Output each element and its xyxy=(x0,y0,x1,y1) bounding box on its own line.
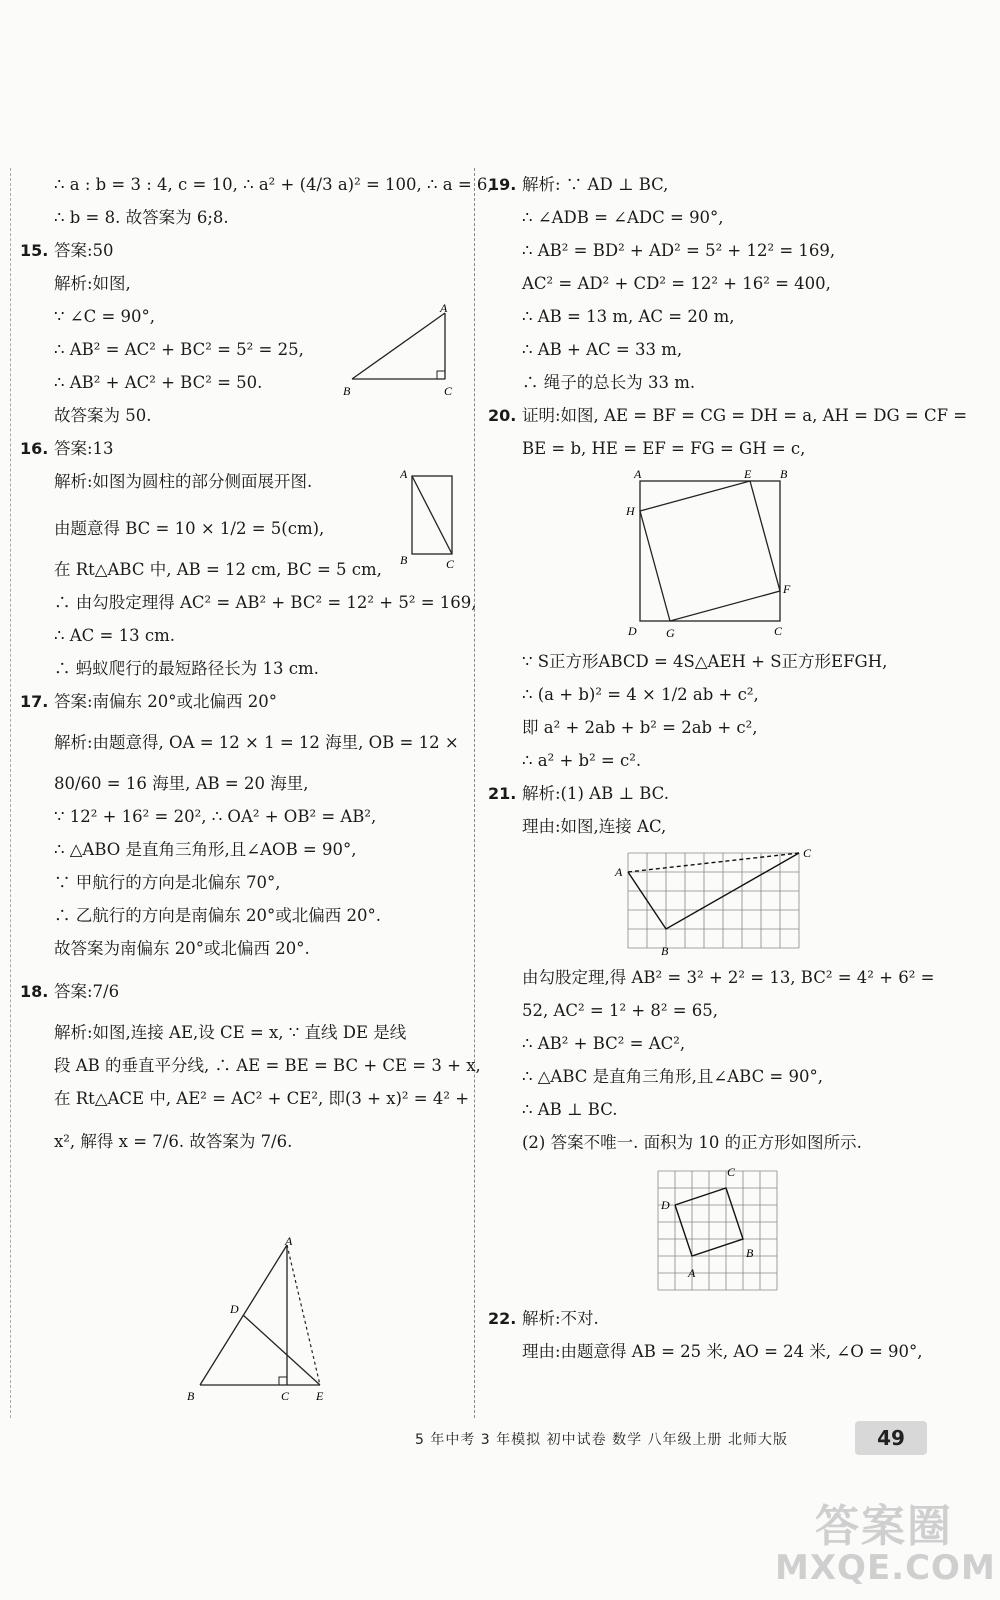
solution-line xyxy=(20,168,493,201)
solution-line xyxy=(488,333,978,366)
solution-line xyxy=(20,619,465,652)
solution-line xyxy=(20,932,465,965)
line-text: ∴ AB = 13 m, AC = 20 m, xyxy=(522,307,735,326)
solution-line xyxy=(488,267,978,300)
svg-text:C: C xyxy=(444,384,453,398)
solution-line xyxy=(488,432,978,465)
line-text: (2) 答案不唯一. 面积为 10 的正方形如图所示. xyxy=(522,1133,862,1152)
solution-line xyxy=(20,899,465,932)
book-title: 5 年中考 3 年模拟 初中试卷 数学 八年级上册 北师大版 xyxy=(415,1432,788,1448)
svg-text:C: C xyxy=(774,624,783,638)
line-text: 证明:如图, AE = BF = CG = DH = a, AH = DG = CF = xyxy=(522,406,968,425)
line-text: ∵ 甲航行的方向是北偏东 70°, xyxy=(54,873,281,892)
solution-line xyxy=(488,1027,978,1060)
problem-number: 18. xyxy=(20,982,49,1001)
solution-line xyxy=(20,465,465,498)
solution-line xyxy=(488,1335,978,1368)
svg-text:D: D xyxy=(661,1198,670,1212)
svg-text:B: B xyxy=(780,469,788,481)
column-divider xyxy=(474,168,475,1418)
page-footer xyxy=(0,1415,1000,1475)
line-text: ∴ 乙航行的方向是南偏东 20°或北偏西 20°. xyxy=(54,906,381,925)
line-text: ∴ 由勾股定理得 AC² = AB² + BC² = 12² + 5² = 169, xyxy=(54,593,477,612)
svg-text:A: A xyxy=(615,865,623,879)
solution-line xyxy=(488,1060,978,1093)
line-text: 答案:7/6 xyxy=(54,982,120,1001)
solution-line xyxy=(20,767,465,800)
solution-line xyxy=(20,726,465,759)
line-text: 在 Rt△ACE 中, AE² = AC² + CE², 即(3 + x)² = 4² + xyxy=(54,1089,470,1108)
svg-text:E: E xyxy=(744,469,752,481)
solution-line xyxy=(488,645,978,678)
solution-line xyxy=(20,1082,470,1115)
svg-text:C: C xyxy=(727,1165,736,1179)
solution-line xyxy=(20,267,465,300)
problem-number: 17. xyxy=(20,692,49,711)
problem-number: 20. xyxy=(488,406,517,425)
solution-line xyxy=(488,1126,978,1159)
figure-problem-21-grid-2 xyxy=(648,1163,978,1298)
line-text: 解析:如图为圆柱的部分侧面展开图. xyxy=(54,472,313,491)
svg-text:B: B xyxy=(187,1389,195,1403)
solution-line xyxy=(488,711,978,744)
line-text: ∴ AC = 13 cm. xyxy=(54,626,175,645)
solution-line xyxy=(20,833,465,866)
line-text: 52, AC² = 1² + 8² = 65, xyxy=(522,1001,719,1020)
line-text: 解析:由题意得, OA = 12 × 1 = 12 海里, OB = 12 × xyxy=(54,733,459,752)
line-text: BE = b, HE = EF = FG = GH = c, xyxy=(522,439,806,458)
figure-problem-21-grid-1 xyxy=(613,847,978,957)
line-text: ∴ AB ⊥ BC. xyxy=(522,1100,618,1119)
problem-heading xyxy=(20,975,465,1008)
line-text: ∴ AB² = AC² + BC² = 5² = 25, xyxy=(54,340,304,359)
figure-problem-18 xyxy=(175,1233,365,1408)
line-text: 故答案为 50. xyxy=(54,406,152,425)
line-text: ∵ S正方形ABCD = 4S△AEH + S正方形EFGH, xyxy=(522,652,888,671)
line-text: 答案:13 xyxy=(54,439,114,458)
line-text: 段 AB 的垂直平分线, ∴ AE = BE = BC + CE = 3 + x, xyxy=(54,1056,481,1075)
line-text: 解析:如图,连接 AE,设 CE = x, ∵ 直线 DE 是线 xyxy=(54,1023,407,1042)
problem-heading xyxy=(488,777,978,810)
figure-problem-16 xyxy=(400,466,470,576)
watermark-url: MXQE.COM xyxy=(775,1548,996,1588)
figure-problem-20 xyxy=(620,469,978,641)
solution-line xyxy=(488,678,978,711)
solution-line xyxy=(20,512,465,545)
solution-line xyxy=(20,1016,465,1049)
solution-line xyxy=(488,366,978,399)
solution-line xyxy=(20,399,465,432)
line-text: x², 解得 x = 7/6. 故答案为 7/6. xyxy=(54,1132,293,1151)
problem-number: 19. xyxy=(488,175,517,194)
svg-text:A: A xyxy=(688,1266,696,1280)
line-text: ∴ △ABC 是直角三角形,且∠ABC = 90°, xyxy=(522,1067,823,1086)
solution-line xyxy=(488,961,978,994)
line-text: 故答案为南偏东 20°或北偏西 20°. xyxy=(54,939,310,958)
line-text: ∴ b = 8. 故答案为 6;8. xyxy=(54,208,229,227)
line-text: ∴ 蚂蚁爬行的最短路径长为 13 cm. xyxy=(54,659,319,678)
svg-text:B: B xyxy=(400,553,408,567)
line-text: 答案:50 xyxy=(54,241,114,260)
line-text: 在 Rt△ABC 中, AB = 12 cm, BC = 5 cm, xyxy=(54,560,382,579)
svg-text:G: G xyxy=(666,626,675,640)
problem-heading xyxy=(488,1302,978,1335)
solution-line xyxy=(488,201,978,234)
problem-number: 21. xyxy=(488,784,517,803)
problem-heading xyxy=(20,685,465,718)
solution-line xyxy=(20,652,465,685)
line-text: ∴ a : b = 3 : 4, c = 10, ∴ a² + (4/3 a)² = 100, ∴ a = 6, xyxy=(54,175,493,194)
line-text: 解析:(1) AB ⊥ BC. xyxy=(522,784,669,803)
line-text: ∴ AB² = BD² + AD² = 5² + 12² = 169, xyxy=(522,241,836,260)
problem-number: 16. xyxy=(20,439,49,458)
page-edge-dashes xyxy=(10,168,11,1418)
line-text: AC² = AD² + CD² = 12² + 16² = 400, xyxy=(522,274,831,293)
problem-heading xyxy=(20,234,465,267)
svg-text:B: B xyxy=(661,944,669,957)
solution-line xyxy=(488,1093,978,1126)
svg-text:F: F xyxy=(783,582,791,596)
solution-line xyxy=(488,300,978,333)
solution-line xyxy=(20,586,477,619)
line-text: 解析:如图, xyxy=(54,274,131,293)
svg-text:E: E xyxy=(316,1389,324,1403)
line-text: 解析:不对. xyxy=(522,1309,599,1328)
line-text: ∵ 12² + 16² = 20², ∴ OA² + OB² = AB², xyxy=(54,807,377,826)
right-column xyxy=(488,168,978,1368)
line-text: 理由:由题意得 AB = 25 米, AO = 24 米, ∠O = 90°, xyxy=(522,1342,923,1361)
line-text: ∴ △ABO 是直角三角形,且∠AOB = 90°, xyxy=(54,840,357,859)
solution-line xyxy=(20,1125,465,1158)
problem-number: 15. xyxy=(20,241,49,260)
solution-line xyxy=(20,1049,481,1082)
svg-text:C: C xyxy=(446,557,455,571)
solution-line xyxy=(20,201,465,234)
svg-text:B: B xyxy=(343,384,351,398)
solution-line xyxy=(488,810,978,843)
line-text: ∴ AB² + BC² = AC², xyxy=(522,1034,686,1053)
line-text: ∴ a² + b² = c². xyxy=(522,751,642,770)
solution-line xyxy=(20,553,465,586)
solution-line xyxy=(20,800,465,833)
page-number: 49 xyxy=(855,1421,927,1455)
problem-number: 22. xyxy=(488,1309,517,1328)
left-column xyxy=(20,168,493,1403)
line-text: ∴ (a + b)² = 4 × 1/2 ab + c², xyxy=(522,685,759,704)
svg-text:B: B xyxy=(746,1246,754,1260)
svg-text:A: A xyxy=(285,1234,293,1248)
line-text: 解析: ∵ AD ⊥ BC, xyxy=(522,175,669,194)
line-text: 80/60 = 16 海里, AB = 20 海里, xyxy=(54,774,309,793)
line-text: ∴ AB + AC = 33 m, xyxy=(522,340,683,359)
line-text: 即 a² + 2ab + b² = 2ab + c², xyxy=(522,718,758,737)
line-text: 理由:如图,连接 AC, xyxy=(522,817,667,836)
watermark-logo: 答案圈 xyxy=(815,1501,953,1552)
problem-heading xyxy=(20,432,465,465)
svg-text:H: H xyxy=(626,504,635,518)
svg-text:A: A xyxy=(634,469,642,481)
line-text: ∴ ∠ADB = ∠ADC = 90°, xyxy=(522,208,724,227)
line-text: ∵ ∠C = 90°, xyxy=(54,307,155,326)
svg-text:C: C xyxy=(803,847,812,860)
solution-line xyxy=(20,866,465,899)
solution-line xyxy=(488,234,978,267)
figure-problem-15 xyxy=(340,303,470,403)
svg-text:D: D xyxy=(628,624,637,638)
line-text: 由勾股定理,得 AB² = 3² + 2² = 13, BC² = 4² + 6² = xyxy=(522,968,935,987)
line-text: ∴ 绳子的总长为 33 m. xyxy=(522,373,696,392)
solution-line xyxy=(488,744,978,777)
line-text: 由题意得 BC = 10 × 1/2 = 5(cm), xyxy=(54,519,325,538)
solution-line xyxy=(488,994,978,1027)
line-text: ∴ AB² + AC² + BC² = 50. xyxy=(54,373,263,392)
svg-text:D: D xyxy=(230,1302,239,1316)
svg-text:C: C xyxy=(281,1389,290,1403)
line-text: 答案:南偏东 20°或北偏西 20° xyxy=(54,692,278,711)
problem-heading xyxy=(488,399,978,432)
svg-text:A: A xyxy=(400,467,408,481)
svg-text:A: A xyxy=(440,303,448,315)
problem-heading xyxy=(488,168,978,201)
